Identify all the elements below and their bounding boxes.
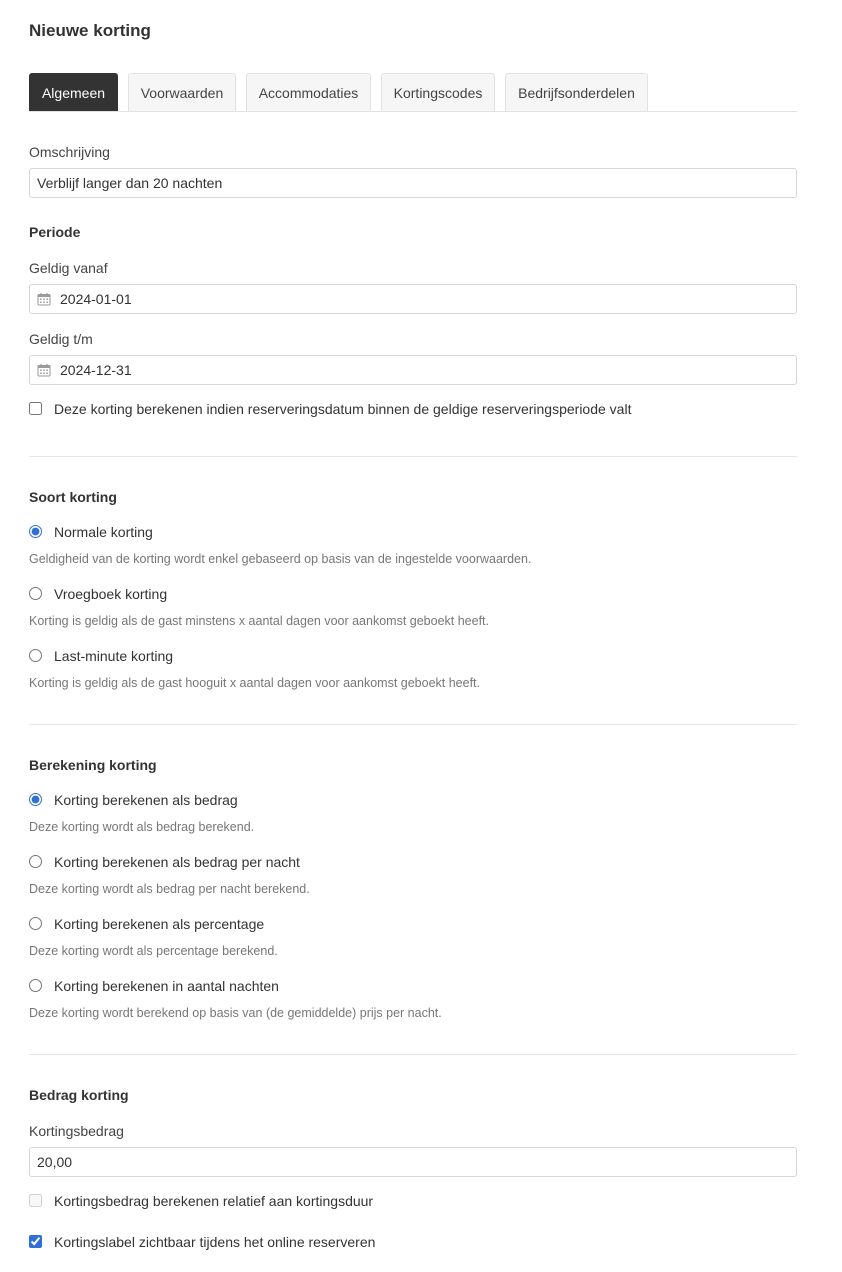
calculation-percentage-label: Korting berekenen als percentage (54, 916, 265, 932)
tab-accommodaties[interactable]: Accommodaties (246, 73, 371, 111)
discount-type-early-label: Vroegboek korting (54, 586, 168, 602)
discount-type-normal-label: Normale korting (54, 524, 153, 540)
discount-type-radio-normal[interactable] (29, 525, 42, 538)
calculation-radio-percentage[interactable] (29, 917, 42, 930)
calculation-option-amount (29, 793, 797, 809)
label-visible-label: Kortingslabel zichtbaar tijdens het online reserveren (54, 1234, 376, 1250)
calculation-percentage-help: Deze korting wordt als percentage berekend. (29, 944, 278, 958)
tab-bar (29, 73, 797, 112)
calculation-radio-amount[interactable] (29, 793, 42, 806)
label-visible-checkbox[interactable] (29, 1235, 42, 1248)
amount-input[interactable] (29, 1147, 797, 1177)
label-visible-option (29, 1235, 797, 1251)
valid-from-label: Geldig vanaf (29, 260, 108, 276)
amount-section-title: Bedrag korting (29, 1087, 129, 1103)
valid-from-input[interactable] (29, 284, 797, 314)
description-input[interactable] (29, 168, 797, 198)
tab-voorwaarden[interactable]: Voorwaarden (128, 73, 236, 111)
calculation-nights-help: Deze korting wordt berekend op basis van (de gemiddelde) prijs per nacht. (29, 1006, 442, 1020)
calculation-option-percentage (29, 917, 797, 933)
tab-bedrijfsonderdelen[interactable]: Bedrijfsonderdelen (505, 73, 648, 111)
calculation-radio-nights[interactable] (29, 979, 42, 992)
calculation-option-nights (29, 979, 797, 995)
period-section-title: Periode (29, 224, 81, 240)
divider (29, 456, 797, 457)
discount-type-option-lastminute (29, 649, 797, 665)
booking-date-label: Deze korting berekenen indien reserveringsdatum binnen de geldige reserveringsperiode valt (54, 401, 632, 417)
calculation-per-night-label: Korting berekenen als bedrag per nacht (54, 854, 300, 870)
calculation-amount-label: Korting berekenen als bedrag (54, 792, 238, 808)
discount-type-option-normal (29, 525, 797, 541)
discount-type-early-help: Korting is geldig als de gast minstens x aantal dagen voor aankomst geboekt heeft. (29, 614, 490, 628)
valid-to-label: Geldig t/m (29, 331, 93, 347)
discount-type-normal-help: Geldigheid van de korting wordt enkel gebaseerd op basis van de ingestelde voorwaarden. (29, 552, 532, 566)
relative-amount-option (29, 1194, 797, 1210)
calculation-nights-label: Korting berekenen in aantal nachten (54, 978, 279, 994)
calculation-amount-help: Deze korting wordt als bedrag berekend. (29, 820, 255, 834)
calculation-section-title: Berekening korting (29, 757, 157, 773)
calendar-icon (37, 292, 51, 306)
tab-kortingscodes[interactable]: Kortingscodes (381, 73, 495, 111)
discount-type-option-early (29, 587, 797, 603)
discount-type-lastminute-help: Korting is geldig als de gast hooguit x aantal dagen voor aankomst geboekt heeft. (29, 676, 480, 690)
booking-date-checkbox[interactable] (29, 402, 42, 415)
tab-algemeen[interactable]: Algemeen (29, 73, 118, 111)
amount-label: Kortingsbedrag (29, 1123, 124, 1139)
booking-date-option (29, 402, 797, 418)
relative-amount-checkbox[interactable] (29, 1194, 42, 1207)
discount-type-lastminute-label: Last-minute korting (54, 648, 174, 664)
discount-type-radio-early[interactable] (29, 587, 42, 600)
relative-amount-label: Kortingsbedrag berekenen relatief aan kortingsduur (54, 1193, 374, 1209)
discount-type-section-title: Soort korting (29, 489, 117, 505)
calendar-icon (37, 363, 51, 377)
calculation-option-per-night (29, 855, 797, 871)
valid-to-input[interactable] (29, 355, 797, 385)
divider (29, 1054, 797, 1055)
calculation-radio-per-night[interactable] (29, 855, 42, 868)
divider (29, 724, 797, 725)
discount-type-radio-lastminute[interactable] (29, 649, 42, 662)
description-label: Omschrijving (29, 144, 110, 160)
calculation-per-night-help: Deze korting wordt als bedrag per nacht berekend. (29, 882, 310, 896)
page-title: Nieuwe korting (29, 21, 151, 40)
